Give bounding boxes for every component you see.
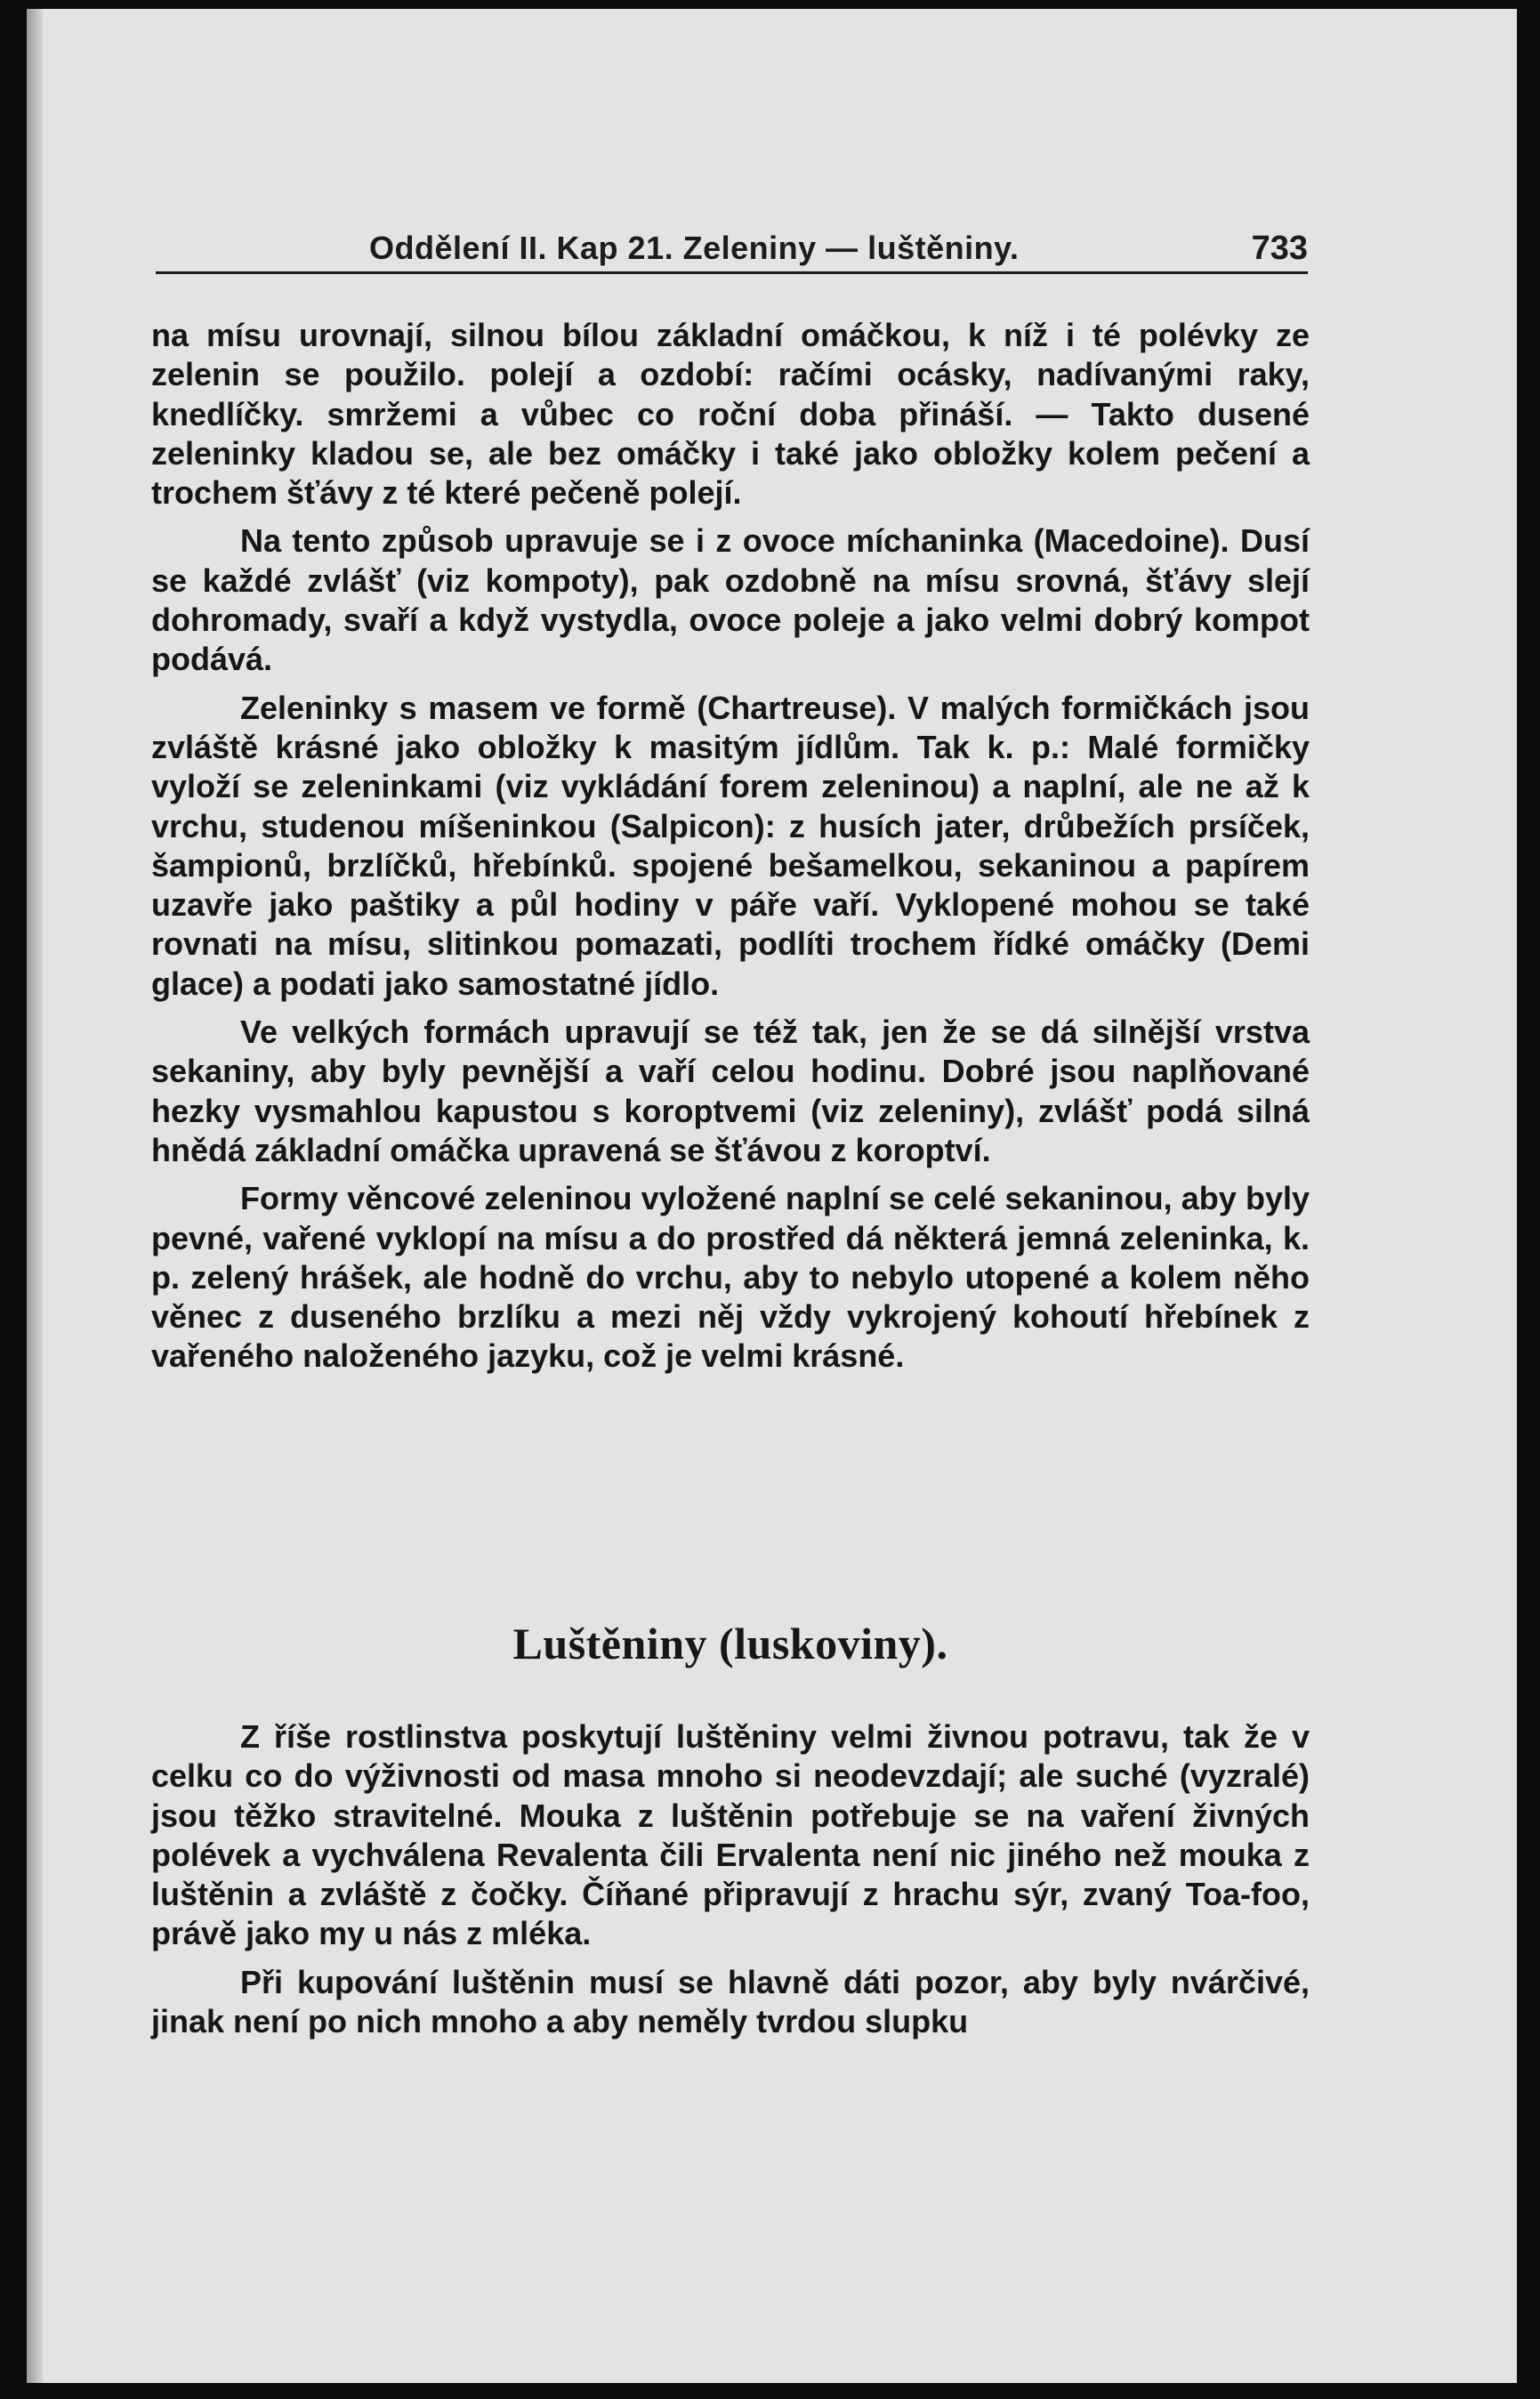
paragraph: Ve velkých formách upravují se též tak, jen že se dá silnější vrstva sekaniny, aby byly pevnější a vaří celou hodinu. Dobré jsou naplňované hezky vysmahlou kapustou s koroptvemi (viz zeleniny), zvlášť podá silná hnědá základní omáčka upravená se šťávou z koroptví. — [151, 1014, 1310, 1168]
body-text-lower — [151, 1717, 1310, 2041]
paragraph: na mísu urovnají, silnou bílou základní omáčkou, k níž i té polévky ze zelenin se použilo. polejí a ozdobí: račími ocásky, nadívanými raky, knedlíčky. smržemi a vůbec co roční doba přináší. — Takto dusené zeleninky kladou se, ale bez omáčky i také jako obložky kolem pečení a trochem šťávy z té které pečeně polejí. — [151, 317, 1310, 512]
book-page — [27, 9, 1517, 2383]
section-heading: Luštěniny (luskoviny). — [512, 1619, 948, 1668]
paragraph: Na tento způsob upravuje se i z ovoce míchaninka (Macedoine). Dusí se každé zvlášť (viz kompoty), pak ozdobně na mísu srovná, šťávy slejí dohromady, svaří a když vystydla, ovoce poleje a jako velmi dobrý kompot podává. — [151, 522, 1310, 678]
paragraph: Z říše rostlinstva poskytují luštěniny velmi živnou potravu, tak že v celku co do výživnosti od masa mnoho si neodevzdají; ale suché (vyzralé) jsou těžko stravitelné. Mouka z luštěnin potřebuje se na vaření živných polévek a vychválena Revalenta čili Ervalenta není nic jiného než mouka z luštěnin a zvláště z čočky. Číňané připravují z hrachu sýr, zvaný Toa-foo, právě jako my u nás z mléka. — [151, 1718, 1310, 1952]
page-number: 733 — [1251, 230, 1308, 267]
paragraph: Při kupování luštěnin musí se hlavně dáti pozor, aby byly nvárčivé, jinak není po nich mnoho a aby neměly tvrdou slupku — [151, 1963, 1310, 2040]
body-text-upper — [151, 316, 1310, 1377]
paragraph: Formy věncové zeleninou vyložené naplní se celé sekaninou, aby byly pevné, vařené vyklopí na mísu a do prostřed dá některá jemná zeleninka, k. p. zelený hrášek, ale hodně do vrchu, aby to nebylo utopené a kolem něho věnec z duseného brzlíku a mezi něj vždy vykrojený kohoutí hřebínek z vařeného naloženého jazyku, což je velmi krásné. — [151, 1180, 1310, 1375]
running-header — [156, 222, 1308, 274]
running-title: Oddělení II. Kap 21. Zeleniny — luštěniny. — [369, 230, 1020, 266]
page-spine-shadow — [27, 9, 43, 2383]
paragraph: Zeleninky s masem ve formě (Chartreuse). V malých formičkách jsou zvláště krásné jako obložky k masitým jídlům. Tak k. p.: Malé formičky vyloží se zeleninkami (viz vykládání forem zeleninou) a naplní, ale ne až k vrchu, studenou míšeninkou (Salpicon): z husích jater, drůbežích prsíček, šampionů, brzlíčků, hřebínků. spojené bešamelkou, sekaninou a papírem uzavře jako paštiky a půl hodiny v páře vaří. Vyklopené mohou se také rovnati na mísu, slitinkou pomazati, podlíti trochem řídké omáčky (Demi glace) a podati jako samostatné jídlo. — [151, 689, 1310, 1002]
